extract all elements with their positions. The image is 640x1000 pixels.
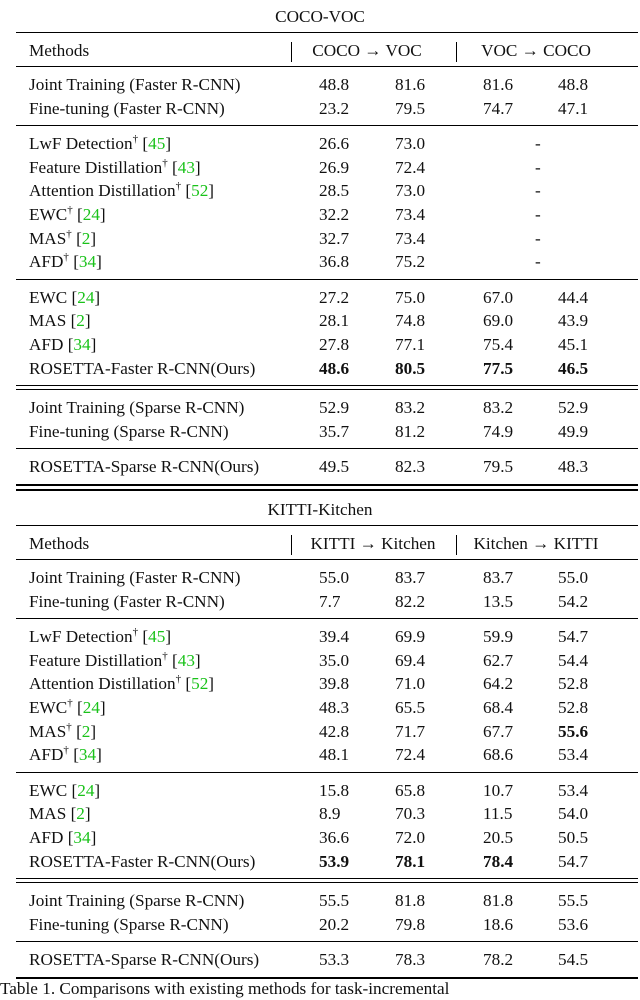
value-cell: 20.2 <box>319 914 350 934</box>
value-cell: 73.4 <box>395 205 426 224</box>
method-label: AFD <box>29 252 64 272</box>
value-cell: 49.5 <box>319 457 350 477</box>
method-name: LwF Detection† [45] <box>29 133 172 154</box>
value-cell: 55.6 <box>558 721 589 741</box>
value-cell: 48.6 <box>319 358 350 378</box>
citation-link[interactable]: 24 <box>82 698 100 717</box>
value-cell: 59.9 <box>483 627 514 647</box>
citation-link[interactable]: 2 <box>81 721 91 741</box>
method-label: Fine-tuning (Faster R-CNN) <box>29 591 225 611</box>
value-cell: 83.2 <box>395 398 426 418</box>
method-label: Joint Training (Sparse R-CNN) <box>29 398 245 418</box>
citation-link[interactable]: 24 <box>82 205 100 224</box>
value-cell: 35.0 <box>319 650 350 670</box>
value-cell: 45.1 <box>558 335 589 354</box>
method-label: Fine-tuning (Faster R-CNN) <box>29 98 225 118</box>
header-methods: Methods <box>29 41 90 60</box>
method-label: EWC <box>29 698 68 717</box>
section-title: KITTI-Kitchen <box>267 500 373 519</box>
value-cell: 48.1 <box>319 745 350 765</box>
method-name <box>29 98 225 120</box>
value-cell: 20.5 <box>483 828 514 847</box>
value-cell: 18.6 <box>483 914 514 934</box>
value-cell: 73.0 <box>395 181 426 201</box>
method-label: AFD <box>29 335 64 354</box>
value-cell: 81.8 <box>483 891 514 911</box>
citation-link[interactable]: 52 <box>191 181 209 201</box>
citation-link[interactable]: 45 <box>148 134 166 154</box>
value-cell: 73.0 <box>395 134 426 154</box>
method-name: EWC [24] <box>29 780 101 800</box>
value-cell: 28.1 <box>319 311 350 331</box>
value-cell: 55.0 <box>558 568 589 587</box>
method-label: Feature Distillation <box>29 157 163 177</box>
double-rule-b <box>16 389 638 390</box>
value-cell: 72.4 <box>395 745 426 765</box>
value-cell: 13.5 <box>483 591 514 611</box>
method-label: LwF Detection <box>29 627 133 647</box>
method-name <box>29 851 255 873</box>
value-cell: 8.9 <box>319 804 341 824</box>
value-cell: 70.3 <box>395 804 426 824</box>
value-cell: 53.3 <box>319 950 350 970</box>
group-rule <box>16 448 638 449</box>
citation-link[interactable]: 24 <box>77 287 95 307</box>
citation-link[interactable]: 43 <box>177 650 195 670</box>
method-name: AFD† [34] <box>29 744 102 765</box>
section-title-rule <box>16 32 638 33</box>
value-cell: 82.2 <box>395 591 426 611</box>
value-cell: 74.8 <box>395 311 426 331</box>
method-label: EWC <box>29 205 68 224</box>
value-cell: 27.8 <box>319 335 350 354</box>
value-cell: 50.5 <box>558 828 589 847</box>
method-label: Joint Training (Sparse R-CNN) <box>29 891 245 911</box>
method-name <box>29 74 241 96</box>
dagger-mark: † <box>132 626 139 639</box>
header-direction-1: COCO → VOC <box>312 41 422 60</box>
method-label: Attention Distillation <box>29 181 176 201</box>
header-direction-2: VOC → COCO <box>481 41 591 60</box>
value-cell: 79.8 <box>395 914 426 934</box>
value-cell: 64.2 <box>483 674 514 694</box>
value-cell: 39.8 <box>319 674 350 694</box>
dagger-mark: † <box>66 227 72 240</box>
section-title-rule <box>16 525 638 526</box>
value-cell: 80.5 <box>395 358 426 378</box>
method-name: Attention Distillation† [52] <box>29 673 215 694</box>
value-cell: 53.6 <box>558 914 589 934</box>
value-cell: 32.7 <box>319 228 350 248</box>
value-cell: 7.7 <box>319 591 341 611</box>
header-rule <box>16 559 638 560</box>
value-cell: - <box>535 228 541 248</box>
method-label: AFD <box>29 828 64 847</box>
citation-link[interactable]: 34 <box>78 252 97 272</box>
citation-link[interactable]: 34 <box>73 828 91 847</box>
value-cell: 27.2 <box>319 287 350 307</box>
section-end-rule-b <box>16 489 638 491</box>
method-name <box>29 949 259 971</box>
method-name: Feature Distillation† [43] <box>29 649 201 670</box>
method-name <box>29 456 259 478</box>
value-cell: 68.4 <box>483 698 514 717</box>
dagger-mark: † <box>63 744 69 757</box>
value-cell: 52.9 <box>319 398 350 418</box>
value-cell: 48.8 <box>558 75 589 94</box>
value-cell: 10.7 <box>483 780 514 800</box>
header-direction-1: KITTI → Kitchen <box>310 534 436 553</box>
value-cell: 28.5 <box>319 181 350 201</box>
value-cell: 47.1 <box>558 98 589 118</box>
dagger-mark: † <box>67 697 73 709</box>
value-cell: 48.8 <box>319 75 350 94</box>
section-end-rule-a <box>16 484 638 486</box>
value-cell: - <box>535 181 541 201</box>
method-label: Feature Distillation <box>29 650 163 670</box>
value-cell: 36.6 <box>319 828 350 847</box>
method-label: Joint Training (Faster R-CNN) <box>29 568 241 587</box>
dagger-mark: † <box>132 133 139 146</box>
value-cell: 74.9 <box>483 421 514 441</box>
method-label: MAS <box>29 228 67 248</box>
value-cell: 39.4 <box>319 627 350 647</box>
value-cell: 75.2 <box>395 252 426 272</box>
method-label: Fine-tuning (Sparse R-CNN) <box>29 421 229 441</box>
method-name <box>29 567 241 589</box>
value-cell: 83.2 <box>483 398 514 418</box>
citation-link[interactable]: 34 <box>73 335 91 354</box>
method-label: MAS <box>29 804 67 824</box>
dagger-mark: † <box>67 204 73 216</box>
double-rule-a <box>16 878 638 879</box>
citation-link[interactable]: 52 <box>191 674 209 694</box>
method-name <box>29 591 225 613</box>
method-name: MAS† [2] <box>29 720 97 741</box>
value-cell: 54.4 <box>558 650 589 670</box>
table-caption: Table 1. Comparisons with existing methods for task-incremental <box>0 979 450 998</box>
value-cell: 15.8 <box>319 780 350 800</box>
value-cell: 81.8 <box>395 891 426 911</box>
header-direction-2: Kitchen → KITTI <box>473 534 599 553</box>
method-name: EWC† [24] <box>29 204 106 224</box>
value-cell: - <box>535 157 541 177</box>
value-cell: 75.4 <box>483 335 514 354</box>
method-label: ROSETTA-Faster R-CNN(Ours) <box>29 851 256 871</box>
value-cell: 78.3 <box>395 950 426 970</box>
value-cell: 53.4 <box>558 745 589 765</box>
column-separator <box>291 42 292 62</box>
value-cell: 77.1 <box>395 335 426 354</box>
value-cell: 53.4 <box>558 780 589 800</box>
value-cell: 54.7 <box>558 851 589 871</box>
dagger-mark: † <box>63 251 69 264</box>
value-cell: 53.9 <box>319 851 350 871</box>
value-cell: 35.7 <box>319 421 350 441</box>
value-cell: 23.2 <box>319 98 350 118</box>
method-label: ROSETTA-Faster R-CNN(Ours) <box>29 358 256 378</box>
value-cell: 69.0 <box>483 311 514 331</box>
value-cell: 81.6 <box>395 75 426 94</box>
value-cell: 69.4 <box>395 650 426 670</box>
group-rule <box>16 618 638 619</box>
value-cell: 11.5 <box>483 804 513 824</box>
value-cell: 71.7 <box>395 721 426 741</box>
column-separator <box>456 535 457 555</box>
column-separator <box>456 42 457 62</box>
method-name: Feature Distillation† [43] <box>29 156 201 177</box>
method-label: MAS <box>29 721 67 741</box>
method-name: EWC [24] <box>29 287 101 307</box>
value-cell: 78.4 <box>483 851 514 871</box>
value-cell: 43.9 <box>558 311 589 331</box>
value-cell: 26.9 <box>319 157 350 177</box>
value-cell: 79.5 <box>395 98 426 118</box>
value-cell: 52.8 <box>558 674 589 694</box>
dagger-mark: † <box>175 180 182 193</box>
value-cell: 65.5 <box>395 698 426 717</box>
citation-link[interactable]: 45 <box>148 627 166 647</box>
value-cell: 55.5 <box>319 891 350 911</box>
citation-link[interactable]: 2 <box>76 804 85 824</box>
value-cell: - <box>535 134 541 154</box>
method-name: AFD [34] <box>29 335 97 354</box>
method-name <box>29 358 255 380</box>
value-cell: 26.6 <box>319 134 350 154</box>
value-cell: 82.3 <box>395 457 426 477</box>
value-cell: 32.2 <box>319 205 350 224</box>
value-cell: 36.8 <box>319 252 350 272</box>
value-cell: 48.3 <box>558 457 589 477</box>
method-name <box>29 397 244 419</box>
value-cell: 75.0 <box>395 287 426 307</box>
method-name: AFD† [34] <box>29 251 102 272</box>
method-label: Attention Distillation <box>29 674 176 694</box>
citation-link[interactable]: 34 <box>78 745 97 765</box>
value-cell: 74.7 <box>483 98 514 118</box>
header-rule <box>16 66 638 67</box>
method-name: EWC† [24] <box>29 697 106 717</box>
value-cell: 71.0 <box>395 674 426 694</box>
value-cell: - <box>535 252 541 272</box>
method-name <box>29 914 229 936</box>
value-cell: 54.2 <box>558 591 589 611</box>
value-cell: 67.7 <box>483 721 514 741</box>
value-cell: - <box>535 205 541 224</box>
group-rule <box>16 941 638 942</box>
value-cell: 78.2 <box>483 950 514 970</box>
group-rule <box>16 125 638 126</box>
method-label: ROSETTA-Sparse R-CNN(Ours) <box>29 457 260 477</box>
method-label: EWC <box>29 287 68 307</box>
value-cell: 81.2 <box>395 421 426 441</box>
value-cell: 65.8 <box>395 780 426 800</box>
value-cell: 44.4 <box>558 287 589 307</box>
group-rule <box>16 772 638 773</box>
value-cell: 83.7 <box>395 568 426 587</box>
dagger-mark: † <box>66 720 72 733</box>
method-name: Attention Distillation† [52] <box>29 180 215 201</box>
value-cell: 52.9 <box>558 398 589 418</box>
method-name: AFD [34] <box>29 828 97 847</box>
citation-link[interactable]: 2 <box>76 311 85 331</box>
method-label: MAS <box>29 311 67 331</box>
value-cell: 48.3 <box>319 698 350 717</box>
value-cell: 54.0 <box>558 804 589 824</box>
value-cell: 42.8 <box>319 721 350 741</box>
value-cell: 78.1 <box>395 851 426 871</box>
citation-link[interactable]: 2 <box>81 228 91 248</box>
method-name <box>29 890 244 912</box>
method-label: Fine-tuning (Sparse R-CNN) <box>29 914 229 934</box>
value-cell: 83.7 <box>483 568 514 587</box>
double-rule-b <box>16 882 638 883</box>
method-name <box>29 421 229 443</box>
dagger-mark: † <box>175 673 182 686</box>
citation-link[interactable]: 24 <box>77 780 95 800</box>
value-cell: 81.6 <box>483 75 514 94</box>
value-cell: 69.9 <box>395 627 426 647</box>
value-cell: 62.7 <box>483 650 514 670</box>
header-methods: Methods <box>29 534 90 553</box>
value-cell: 72.4 <box>395 157 426 177</box>
value-cell: 55.5 <box>558 891 589 911</box>
value-cell: 68.6 <box>483 745 514 765</box>
value-cell: 79.5 <box>483 457 514 477</box>
value-cell: 67.0 <box>483 287 514 307</box>
method-name: LwF Detection† [45] <box>29 626 172 647</box>
value-cell: 73.4 <box>395 228 426 248</box>
method-label: Joint Training (Faster R-CNN) <box>29 75 241 94</box>
method-name: MAS [2] <box>29 804 91 824</box>
value-cell: 46.5 <box>558 358 589 378</box>
column-separator <box>291 535 292 555</box>
citation-link[interactable]: 43 <box>177 157 195 177</box>
value-cell: 49.9 <box>558 421 589 441</box>
method-name: MAS† [2] <box>29 227 97 248</box>
value-cell: 55.0 <box>319 568 350 587</box>
method-label: EWC <box>29 780 68 800</box>
group-rule <box>16 279 638 280</box>
method-label: ROSETTA-Sparse R-CNN(Ours) <box>29 950 260 970</box>
value-cell: 72.0 <box>395 828 426 847</box>
value-cell: 77.5 <box>483 358 514 378</box>
method-name: MAS [2] <box>29 311 91 331</box>
double-rule-a <box>16 385 638 386</box>
method-label: AFD <box>29 745 64 765</box>
dagger-mark: † <box>162 649 168 662</box>
value-cell: 52.8 <box>558 698 589 717</box>
section-title: COCO-VOC <box>275 7 365 26</box>
value-cell: 54.7 <box>558 627 589 647</box>
value-cell: 54.5 <box>558 950 589 970</box>
method-label: LwF Detection <box>29 134 133 154</box>
dagger-mark: † <box>162 156 168 169</box>
